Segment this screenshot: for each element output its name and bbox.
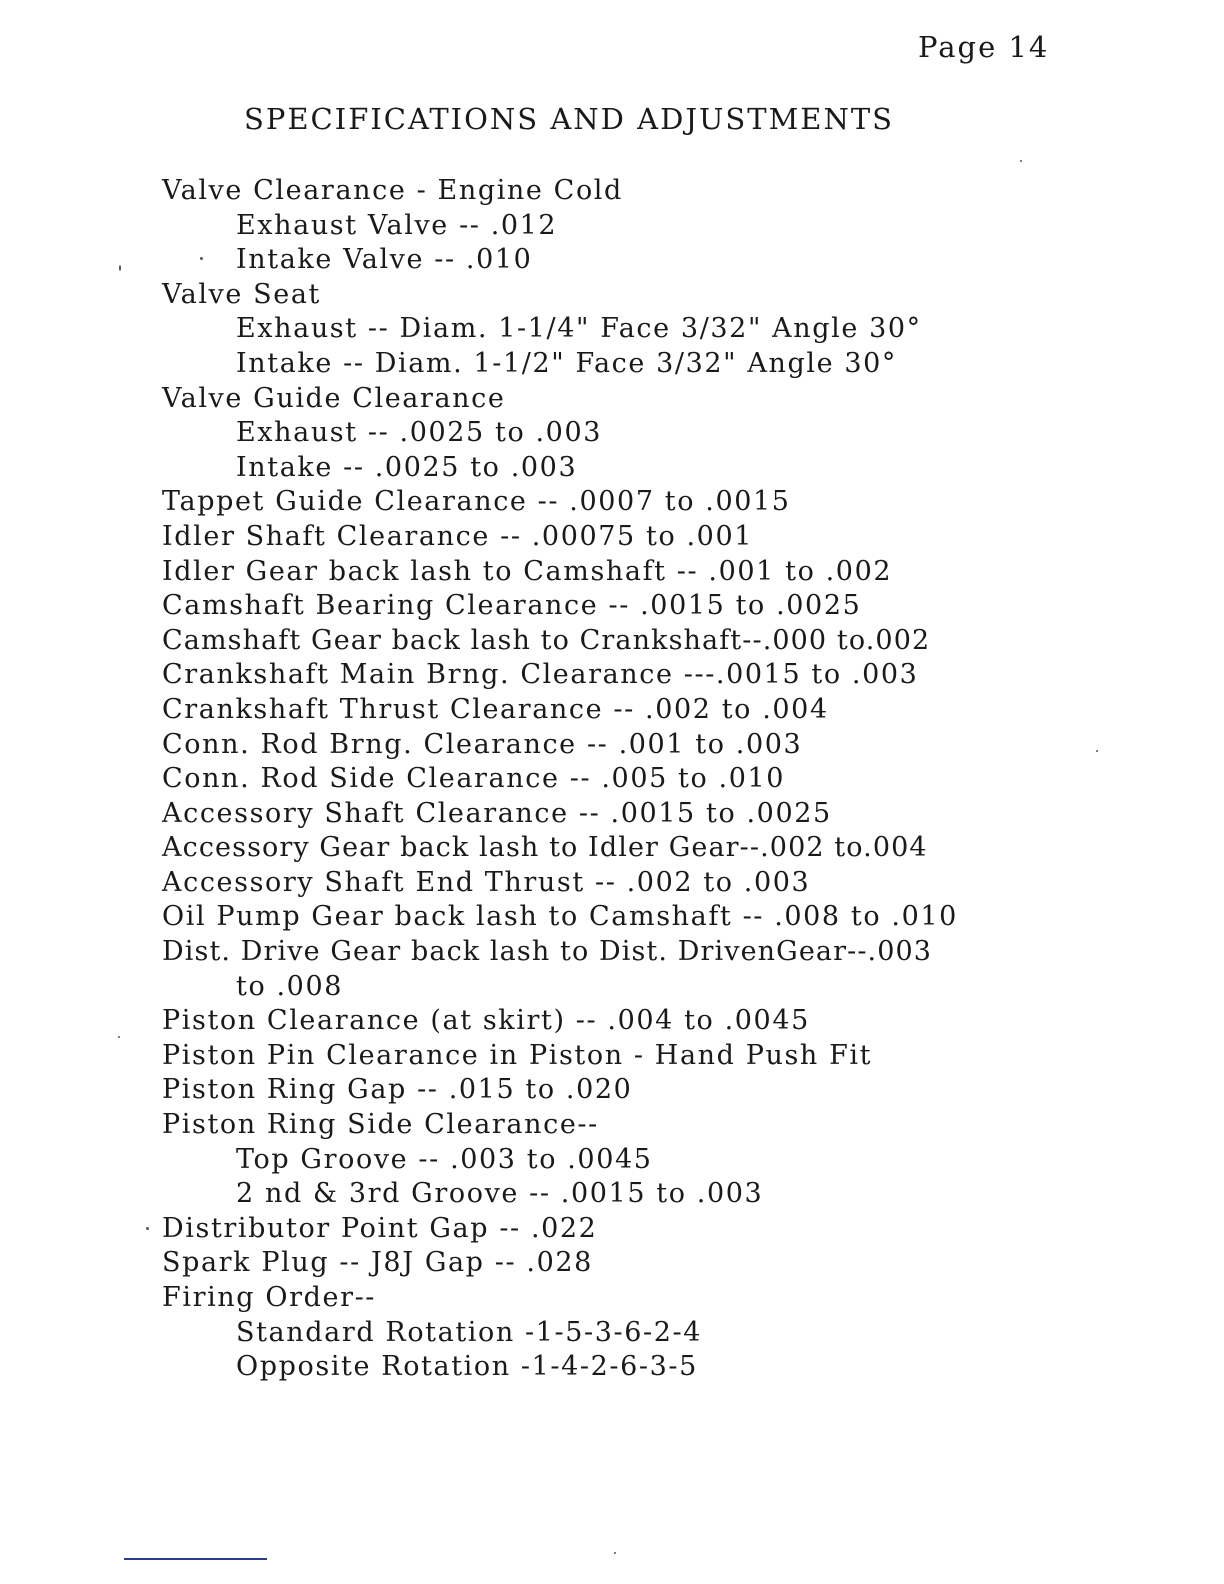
spec-subline: Intake Valve -- .010 xyxy=(236,244,533,276)
spec-line: Camshaft Bearing Clearance -- .0015 to .0025 xyxy=(162,590,862,622)
spec-line: Valve Seat xyxy=(162,278,321,310)
spec-subline: Intake -- .0025 to .003 xyxy=(236,451,578,483)
scan-speck xyxy=(200,257,203,260)
spec-line: Valve Clearance - Engine Cold xyxy=(162,175,623,206)
spec-line: Idler Shaft Clearance -- .00075 to .001 xyxy=(162,520,753,552)
spec-subline: Intake -- Diam. 1-1/2" Face 3/32" Angle 30° xyxy=(236,347,897,379)
spec-subline: Exhaust -- .0025 to .003 xyxy=(236,417,603,449)
spec-line: Conn. Rod Side Clearance -- .005 to .010 xyxy=(162,763,786,795)
spec-line: Piston Clearance (at skirt) -- .004 to .0045 xyxy=(162,1005,810,1037)
scan-speck xyxy=(119,265,121,271)
spec-list xyxy=(162,174,1192,1385)
spec-line: Crankshaft Thrust Clearance -- .002 to .004 xyxy=(162,693,829,725)
spec-line: Idler Gear back lash to Camshaft -- .001 to .002 xyxy=(162,555,893,587)
scan-speck xyxy=(1020,160,1022,162)
spec-line: Accessory Shaft Clearance -- .0015 to .0025 xyxy=(162,797,832,829)
footer-rule xyxy=(124,1558,267,1560)
spec-line: Accessory Shaft End Thrust -- .002 to .003 xyxy=(162,866,811,898)
scan-speck xyxy=(1096,750,1098,752)
page-title: SPECIFICATIONS AND ADJUSTMENTS xyxy=(244,102,895,136)
spec-line: Accessory Gear back lash to Idler Gear--.002 to.004 xyxy=(162,832,928,864)
scan-speck xyxy=(118,1036,120,1038)
spec-line: Piston Ring Side Clearance-- xyxy=(162,1109,599,1141)
spec-line: Camshaft Gear back lash to Crankshaft--.000 to.002 xyxy=(162,624,931,656)
spec-line: Oil Pump Gear back lash to Camshaft -- .008 to .010 xyxy=(162,901,958,933)
spec-line: Spark Plug -- J8J Gap -- .028 xyxy=(162,1247,593,1279)
spec-subline: Top Groove -- .003 to .0045 xyxy=(236,1143,653,1175)
spec-line: Firing Order-- xyxy=(162,1282,377,1313)
spec-line: Distributor Point Gap -- .022 xyxy=(162,1212,598,1244)
page-number: Page 14 xyxy=(918,30,1050,64)
spec-subline: Exhaust Valve -- .012 xyxy=(236,209,558,241)
spec-line: Dist. Drive Gear back lash to Dist. DrivenGear--.003 xyxy=(162,936,933,968)
spec-line: Piston Pin Clearance in Piston - Hand Push Fit xyxy=(162,1039,873,1071)
scan-speck xyxy=(614,1552,616,1554)
spec-line: Crankshaft Main Brng. Clearance ---.0015 to .003 xyxy=(162,659,919,691)
scan-speck xyxy=(146,1227,149,1230)
spec-line: Valve Guide Clearance xyxy=(162,382,506,414)
spec-line: Piston Ring Gap -- .015 to .020 xyxy=(162,1074,633,1106)
spec-subline: Exhaust -- Diam. 1-1/4" Face 3/32" Angle 30° xyxy=(236,313,922,345)
spec-subline: to .008 xyxy=(236,970,344,1002)
spec-subline: Opposite Rotation -1-4-2-6-3-5 xyxy=(236,1351,698,1383)
spec-subline: 2 nd & 3rd Groove -- .0015 to .003 xyxy=(236,1178,764,1210)
spec-line: Conn. Rod Brng. Clearance -- .001 to .003 xyxy=(162,728,803,760)
spec-subline: Standard Rotation -1-5-3-6-2-4 xyxy=(236,1316,703,1348)
spec-line: Tappet Guide Clearance -- .0007 to .0015 xyxy=(162,486,791,518)
